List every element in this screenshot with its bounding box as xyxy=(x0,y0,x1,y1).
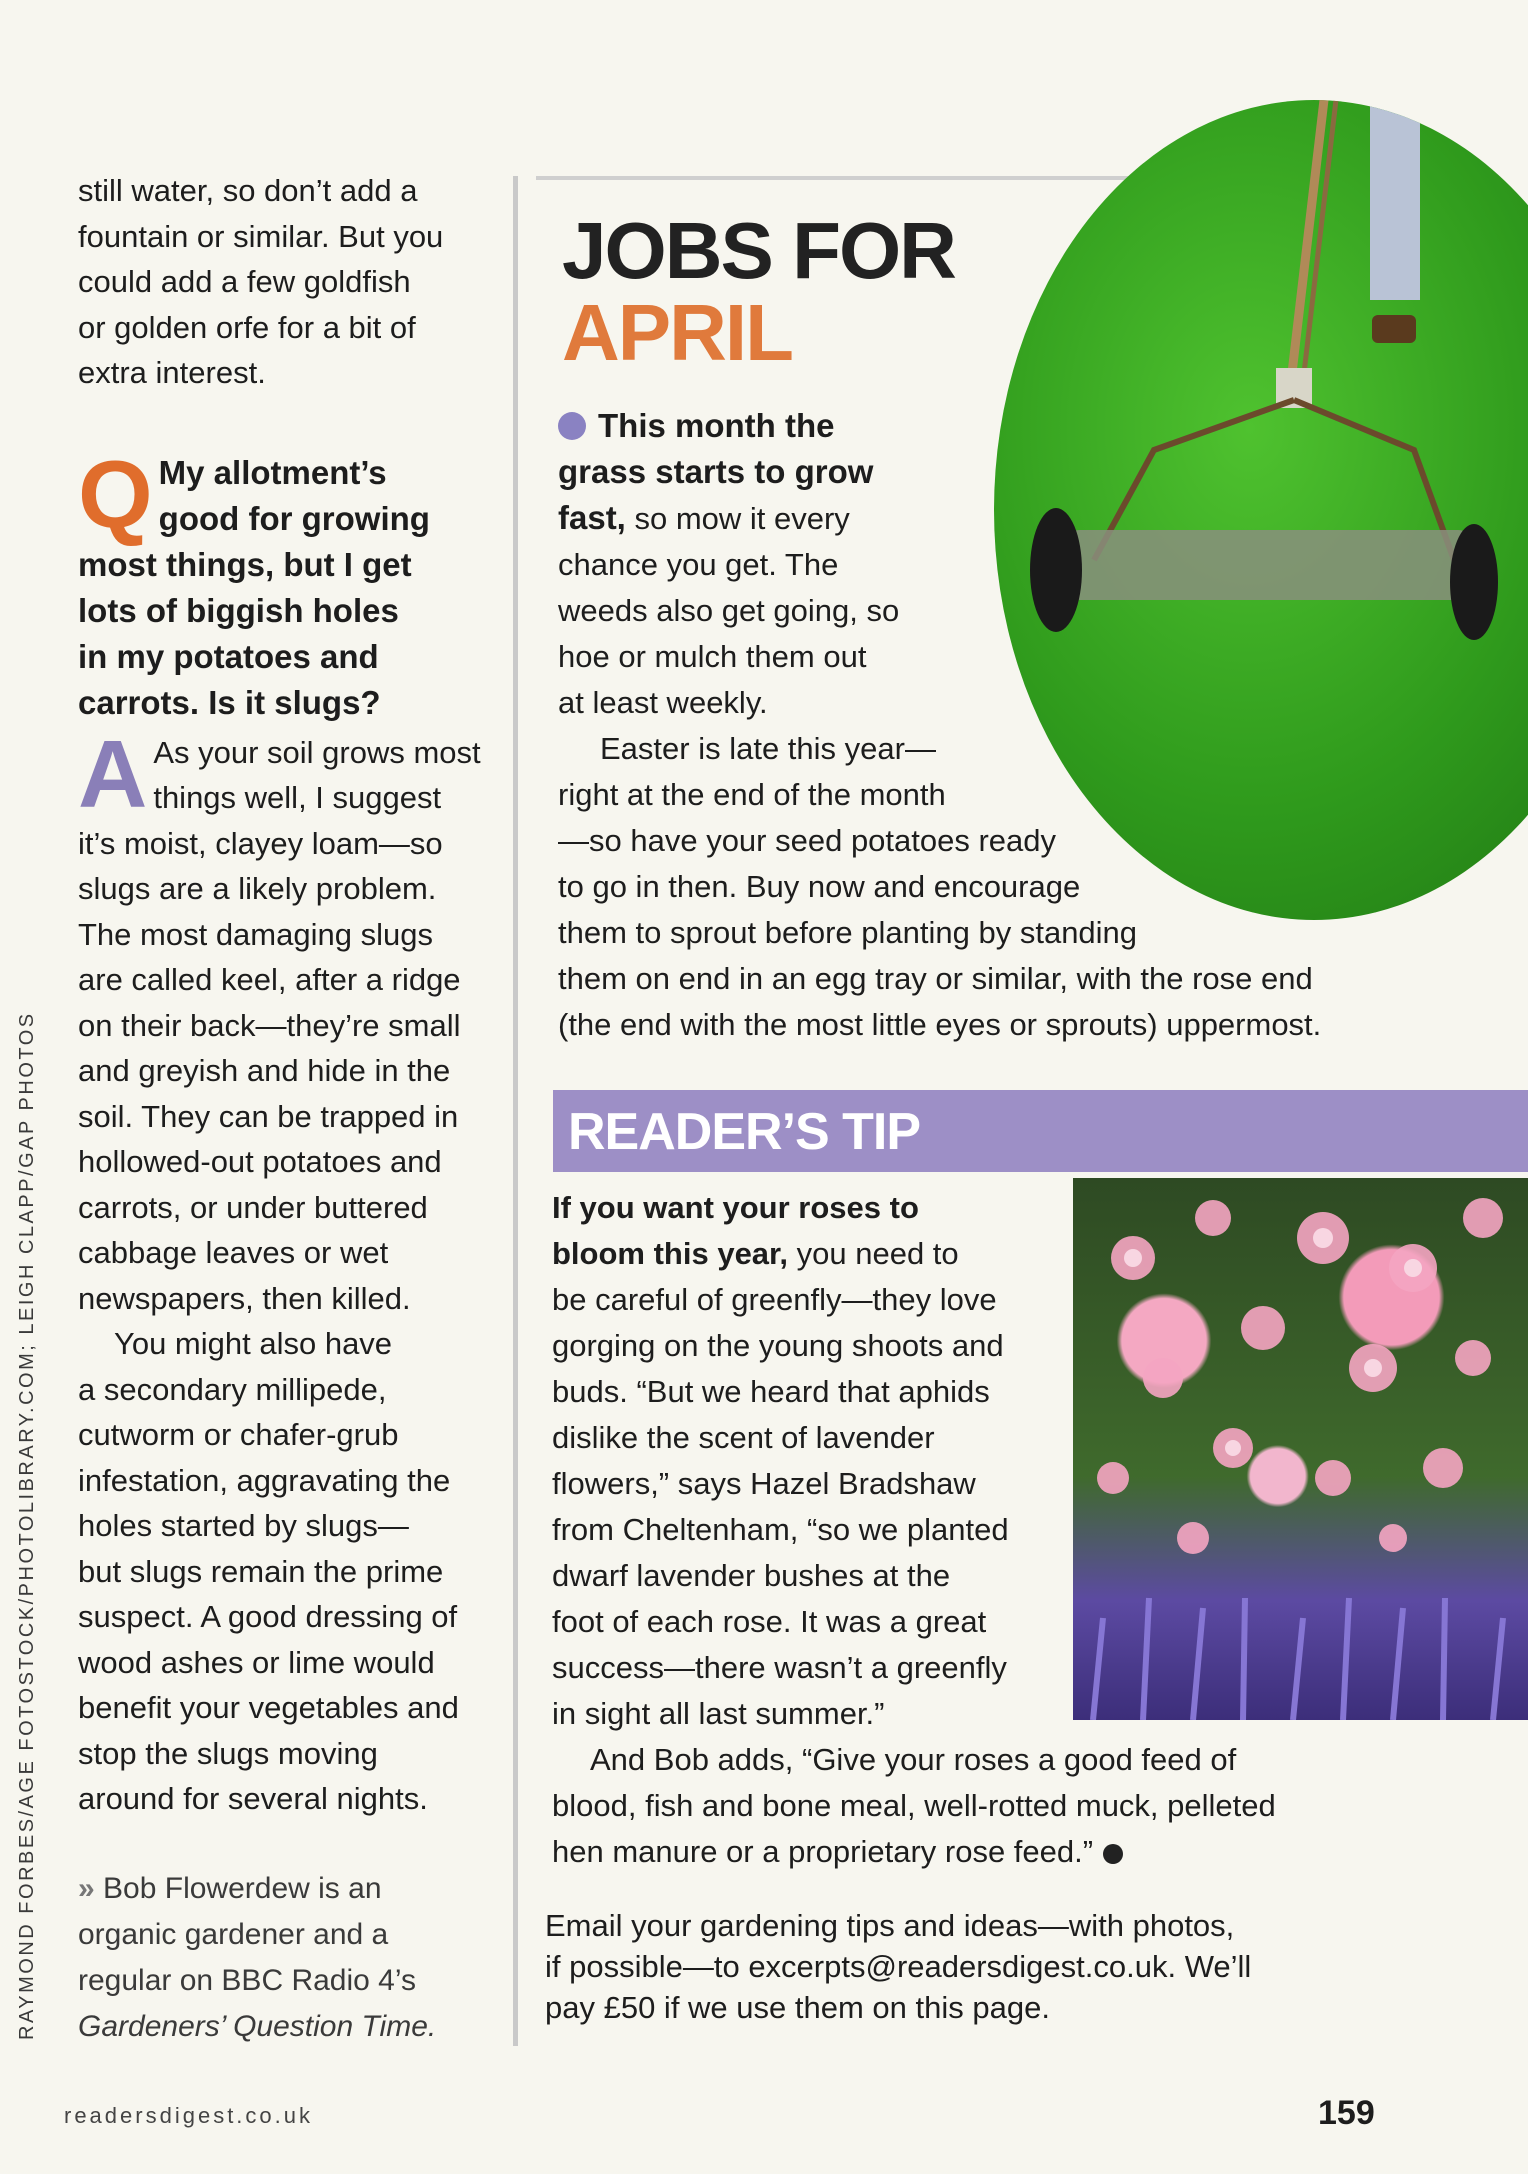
text-line: most things, but I get xyxy=(78,545,412,583)
submission-note xyxy=(545,1905,1425,2028)
text-line: dislike the scent of lavender xyxy=(552,1420,935,1455)
text-line: pay £50 if we use them on this page. xyxy=(545,1990,1050,2025)
lead-end: fast, xyxy=(558,499,626,536)
text-line: infestation, aggravating the xyxy=(78,1462,451,1498)
text-line: Email your gardening tips and ideas—with photos, xyxy=(545,1908,1235,1943)
question-dropcap: Q xyxy=(78,440,153,548)
text-line: around for several nights. xyxy=(78,1781,428,1816)
author-bio xyxy=(78,1866,498,2050)
answer-block xyxy=(78,720,498,1822)
text-line: success—there wasn’t a greenfly xyxy=(552,1650,1007,1685)
text-line: weeds also get going, so xyxy=(558,593,900,628)
question-block xyxy=(78,440,498,726)
text-line: a secondary millipede, xyxy=(78,1371,387,1407)
text-line: You might also have xyxy=(114,1326,393,1361)
text-line: hen manure or a proprietary rose feed.” xyxy=(552,1834,1094,1869)
text-line: newspapers, then killed. xyxy=(78,1280,411,1316)
text-line: from Cheltenham, “so we planted xyxy=(552,1512,1009,1547)
text-line: in sight all last summer.” xyxy=(552,1696,885,1731)
text-line: good for growing xyxy=(158,499,430,537)
text-line: things well, I suggest xyxy=(153,780,442,815)
text-line: Easter is late this year— xyxy=(600,731,936,766)
text-line: And Bob adds, “Give your roses a good feed of xyxy=(590,1742,1237,1777)
left-column xyxy=(78,168,498,2050)
text-line: right at the end of the month xyxy=(558,777,946,812)
text-line: cutworm or chafer-grub xyxy=(78,1417,399,1452)
text-line: foot of each rose. It was a great xyxy=(552,1604,987,1639)
text-line: if possible—to excerpts@readersdigest.co.uk. We’ll xyxy=(545,1949,1252,1984)
text-line: The most damaging slugs xyxy=(78,916,433,952)
text-line: you need to xyxy=(788,1236,959,1271)
jobs-title-line1: JOBS FOR xyxy=(562,206,955,295)
tip-heading: READER’S TIP xyxy=(568,1103,921,1161)
jobs-title-line2: APRIL xyxy=(562,288,792,377)
show-title: Gardeners’ Question Time. xyxy=(78,2009,437,2043)
page-number: 159 xyxy=(1318,2094,1375,2132)
text-line: Bob Flowerdew is an xyxy=(103,1871,382,1905)
site-url: readersdigest.co.uk xyxy=(64,2103,313,2128)
text-line: grass starts to grow xyxy=(558,453,874,490)
text-line: carrots, or under buttered xyxy=(78,1189,428,1225)
text-line: still water, so don’t add a xyxy=(78,173,418,208)
text-line: organic gardener and a xyxy=(78,1917,389,1951)
text-line: but slugs remain the prime xyxy=(78,1553,444,1589)
text-line: benefit your vegetables and xyxy=(78,1690,459,1725)
text-line: fountain or similar. But you xyxy=(78,218,444,254)
jobs-body xyxy=(558,403,1518,1048)
jobs-heading xyxy=(562,206,955,377)
text-line: gorging on the young shoots and xyxy=(552,1328,1004,1363)
text-line: (the end with the most little eyes or sprouts) uppermost. xyxy=(558,1007,1322,1042)
text-line: at least weekly. xyxy=(558,685,768,720)
text-line: be careful of greenfly—they love xyxy=(552,1282,997,1317)
text-line: regular on BBC Radio 4’s xyxy=(78,1963,416,1997)
text-line: This month the xyxy=(598,407,835,444)
text-line: buds. “But we heard that aphids xyxy=(552,1374,990,1409)
text-line: are called keel, after a ridge xyxy=(78,962,461,997)
text-line: cabbage leaves or wet xyxy=(78,1235,389,1270)
bullet-icon xyxy=(558,412,586,440)
text-line: hollowed-out potatoes and xyxy=(78,1144,442,1179)
text-line: holes started by slugs— xyxy=(78,1508,409,1543)
text-line: them to sprout before planting by standing xyxy=(558,915,1138,950)
text-line: them on end in an egg tray or similar, with the rose end xyxy=(558,961,1313,996)
intro-paragraph xyxy=(78,168,498,396)
text-line: to go in then. Buy now and encourage xyxy=(558,869,1081,904)
column-divider xyxy=(513,176,518,2046)
text-line: My allotment’s xyxy=(158,453,387,491)
text-line: dwarf lavender bushes at the xyxy=(552,1558,951,1593)
photo-credit: RAYMOND FORBES/AGE FOTOSTOCK/PHOTOLIBRARY.COM; LEIGH CLAPP/GAP PHOTOS xyxy=(16,1011,38,2040)
end-mark-icon xyxy=(1103,1844,1123,1864)
text-line: If you want your roses to xyxy=(552,1190,919,1225)
text-line: so mow it every xyxy=(625,501,850,536)
text-line: slugs are a likely problem. xyxy=(78,871,437,906)
text-line: —so have your seed potatoes ready xyxy=(558,823,1057,858)
box-top-rule xyxy=(536,176,1176,180)
text-line: extra interest. xyxy=(78,355,266,390)
text-line: chance you get. The xyxy=(558,547,839,582)
text-line: lots of biggish holes xyxy=(78,591,399,629)
text-line: stop the slugs moving xyxy=(78,1735,378,1771)
text-line: blood, fish and bone meal, well-rotted muck, pelleted xyxy=(552,1788,1276,1823)
text-line: or golden orfe for a bit of xyxy=(78,309,416,345)
text-line: carrots. Is it slugs? xyxy=(78,683,381,721)
answer-dropcap: A xyxy=(78,720,148,828)
text-line: As your soil grows most xyxy=(153,734,481,770)
chevron-right-icon: » xyxy=(78,1871,95,1905)
text-line: in my potatoes and xyxy=(78,637,379,675)
text-line: could add a few goldfish xyxy=(78,264,411,299)
text-line: soil. They can be trapped in xyxy=(78,1098,459,1134)
lead-end: bloom this year, xyxy=(552,1236,789,1271)
text-line: wood ashes or lime would xyxy=(78,1644,435,1680)
text-line: it’s moist, clayey loam—so xyxy=(78,825,443,861)
text-line: flowers,” says Hazel Bradshaw xyxy=(552,1466,976,1501)
tip-body xyxy=(552,1185,1502,1875)
text-line: and greyish and hide in the xyxy=(78,1053,451,1088)
text-line: hoe or mulch them out xyxy=(558,639,867,674)
text-line: suspect. A good dressing of xyxy=(78,1599,458,1634)
text-line: on their back—they’re small xyxy=(78,1007,461,1043)
